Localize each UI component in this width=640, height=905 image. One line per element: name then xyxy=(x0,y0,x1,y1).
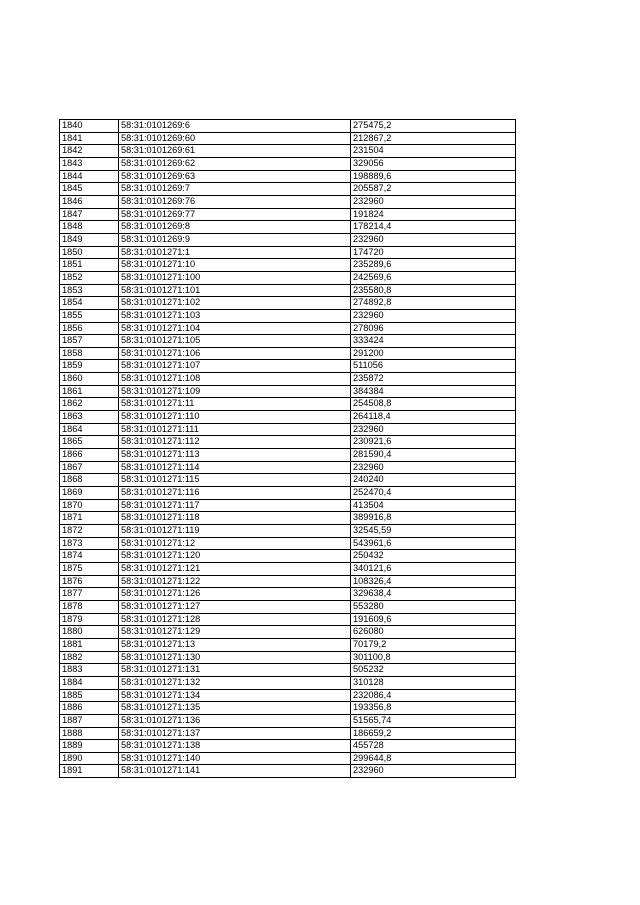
cadastral-value-cell: 108326,4 xyxy=(351,575,516,588)
table-body xyxy=(60,120,516,778)
cadastral-number-cell: 58:31:0101271:111 xyxy=(119,423,351,436)
row-number-cell: 1879 xyxy=(60,613,119,626)
cadastral-number-cell: 58:31:0101271:121 xyxy=(119,562,351,575)
cadastral-value-cell: 278096 xyxy=(351,322,516,335)
row-number-cell: 1858 xyxy=(60,347,119,360)
cadastral-value-cell: 543961,6 xyxy=(351,537,516,550)
row-number-cell: 1886 xyxy=(60,702,119,715)
table-row xyxy=(60,499,516,512)
cadastral-number-cell: 58:31:0101271:10 xyxy=(119,259,351,272)
cadastral-number-cell: 58:31:0101269:9 xyxy=(119,233,351,246)
cadastral-value-cell: 301100,8 xyxy=(351,651,516,664)
table-row xyxy=(60,195,516,208)
cadastral-number-cell: 58:31:0101269:63 xyxy=(119,170,351,183)
row-number-cell: 1868 xyxy=(60,474,119,487)
row-number-cell: 1875 xyxy=(60,562,119,575)
cadastral-value-cell: 231504 xyxy=(351,145,516,158)
table-row xyxy=(60,411,516,424)
table-row xyxy=(60,449,516,462)
row-number-cell: 1859 xyxy=(60,360,119,373)
cadastral-number-cell: 58:31:0101271:134 xyxy=(119,689,351,702)
row-number-cell: 1870 xyxy=(60,499,119,512)
cadastral-number-cell: 58:31:0101271:104 xyxy=(119,322,351,335)
cadastral-number-cell: 58:31:0101271:115 xyxy=(119,474,351,487)
cadastral-value-cell: 333424 xyxy=(351,335,516,348)
cadastral-number-cell: 58:31:0101271:102 xyxy=(119,297,351,310)
row-number-cell: 1844 xyxy=(60,170,119,183)
table-row xyxy=(60,259,516,272)
table-row xyxy=(60,335,516,348)
table-row xyxy=(60,120,516,133)
cadastral-value-cell: 186659,2 xyxy=(351,727,516,740)
cadastral-number-cell: 58:31:0101271:119 xyxy=(119,525,351,538)
table-row xyxy=(60,132,516,145)
cadastral-value-cell: 413504 xyxy=(351,499,516,512)
cadastral-number-cell: 58:31:0101271:130 xyxy=(119,651,351,664)
table-row xyxy=(60,664,516,677)
table-row xyxy=(60,714,516,727)
table-row xyxy=(60,246,516,259)
cadastral-value-cell: 232960 xyxy=(351,765,516,778)
cadastral-number-cell: 58:31:0101271:118 xyxy=(119,512,351,525)
row-number-cell: 1867 xyxy=(60,461,119,474)
row-number-cell: 1876 xyxy=(60,575,119,588)
table-row xyxy=(60,385,516,398)
cadastral-number-cell: 58:31:0101271:109 xyxy=(119,385,351,398)
row-number-cell: 1850 xyxy=(60,246,119,259)
cadastral-number-cell: 58:31:0101271:1 xyxy=(119,246,351,259)
row-number-cell: 1880 xyxy=(60,626,119,639)
cadastral-number-cell: 58:31:0101269:8 xyxy=(119,221,351,234)
cadastral-value-cell: 191609,6 xyxy=(351,613,516,626)
row-number-cell: 1856 xyxy=(60,322,119,335)
table-row xyxy=(60,322,516,335)
row-number-cell: 1861 xyxy=(60,385,119,398)
cadastral-number-cell: 58:31:0101271:122 xyxy=(119,575,351,588)
cadastral-value-cell: 51565,74 xyxy=(351,714,516,727)
cadastral-number-cell: 58:31:0101271:12 xyxy=(119,537,351,550)
cadastral-number-cell: 58:31:0101269:61 xyxy=(119,145,351,158)
cadastral-number-cell: 58:31:0101271:113 xyxy=(119,449,351,462)
cadastral-number-cell: 58:31:0101269:7 xyxy=(119,183,351,196)
table-row xyxy=(60,309,516,322)
cadastral-value-table-section xyxy=(59,119,515,778)
cadastral-number-cell: 58:31:0101271:103 xyxy=(119,309,351,322)
cadastral-number-cell: 58:31:0101269:77 xyxy=(119,208,351,221)
cadastral-number-cell: 58:31:0101271:129 xyxy=(119,626,351,639)
cadastral-value-cell: 511056 xyxy=(351,360,516,373)
cadastral-number-cell: 58:31:0101271:105 xyxy=(119,335,351,348)
row-number-cell: 1889 xyxy=(60,740,119,753)
row-number-cell: 1852 xyxy=(60,271,119,284)
cadastral-value-cell: 384384 xyxy=(351,385,516,398)
cadastral-value-cell: 254508,8 xyxy=(351,398,516,411)
cadastral-number-cell: 58:31:0101271:110 xyxy=(119,411,351,424)
cadastral-number-cell: 58:31:0101271:138 xyxy=(119,740,351,753)
cadastral-value-cell: 250432 xyxy=(351,550,516,563)
cadastral-value-cell: 340121,6 xyxy=(351,562,516,575)
cadastral-value-table xyxy=(59,119,516,778)
table-row xyxy=(60,600,516,613)
cadastral-value-cell: 264118,4 xyxy=(351,411,516,424)
row-number-cell: 1883 xyxy=(60,664,119,677)
cadastral-number-cell: 58:31:0101269:6 xyxy=(119,120,351,133)
cadastral-number-cell: 58:31:0101271:120 xyxy=(119,550,351,563)
cadastral-number-cell: 58:31:0101271:137 xyxy=(119,727,351,740)
cadastral-value-cell: 32545,59 xyxy=(351,525,516,538)
cadastral-number-cell: 58:31:0101271:106 xyxy=(119,347,351,360)
table-row xyxy=(60,461,516,474)
cadastral-value-cell: 329056 xyxy=(351,157,516,170)
cadastral-value-cell: 505232 xyxy=(351,664,516,677)
table-row xyxy=(60,740,516,753)
table-row xyxy=(60,588,516,601)
table-row xyxy=(60,398,516,411)
row-number-cell: 1869 xyxy=(60,487,119,500)
table-row xyxy=(60,575,516,588)
table-row xyxy=(60,487,516,500)
table-row xyxy=(60,183,516,196)
row-number-cell: 1845 xyxy=(60,183,119,196)
table-row xyxy=(60,550,516,563)
table-row xyxy=(60,626,516,639)
table-row xyxy=(60,360,516,373)
table-row xyxy=(60,613,516,626)
row-number-cell: 1881 xyxy=(60,638,119,651)
cadastral-number-cell: 58:31:0101269:62 xyxy=(119,157,351,170)
cadastral-number-cell: 58:31:0101271:126 xyxy=(119,588,351,601)
cadastral-value-cell: 232086,4 xyxy=(351,689,516,702)
row-number-cell: 1864 xyxy=(60,423,119,436)
row-number-cell: 1873 xyxy=(60,537,119,550)
cadastral-value-cell: 329638,4 xyxy=(351,588,516,601)
row-number-cell: 1846 xyxy=(60,195,119,208)
row-number-cell: 1847 xyxy=(60,208,119,221)
cadastral-number-cell: 58:31:0101271:101 xyxy=(119,284,351,297)
cadastral-value-cell: 553280 xyxy=(351,600,516,613)
cadastral-number-cell: 58:31:0101271:116 xyxy=(119,487,351,500)
table-row xyxy=(60,284,516,297)
cadastral-value-cell: 235580,8 xyxy=(351,284,516,297)
cadastral-number-cell: 58:31:0101271:117 xyxy=(119,499,351,512)
cadastral-value-cell: 274892,8 xyxy=(351,297,516,310)
cadastral-value-cell: 230921,6 xyxy=(351,436,516,449)
cadastral-value-cell: 232960 xyxy=(351,423,516,436)
cadastral-value-cell: 205587,2 xyxy=(351,183,516,196)
row-number-cell: 1863 xyxy=(60,411,119,424)
cadastral-number-cell: 58:31:0101271:100 xyxy=(119,271,351,284)
cadastral-number-cell: 58:31:0101271:141 xyxy=(119,765,351,778)
cadastral-number-cell: 58:31:0101271:107 xyxy=(119,360,351,373)
row-number-cell: 1843 xyxy=(60,157,119,170)
row-number-cell: 1877 xyxy=(60,588,119,601)
table-row xyxy=(60,525,516,538)
table-row xyxy=(60,752,516,765)
cadastral-value-cell: 178214,4 xyxy=(351,221,516,234)
cadastral-value-cell: 235289,6 xyxy=(351,259,516,272)
cadastral-number-cell: 58:31:0101271:11 xyxy=(119,398,351,411)
row-number-cell: 1878 xyxy=(60,600,119,613)
table-row xyxy=(60,727,516,740)
cadastral-value-cell: 70179,2 xyxy=(351,638,516,651)
row-number-cell: 1866 xyxy=(60,449,119,462)
table-row xyxy=(60,512,516,525)
cadastral-number-cell: 58:31:0101271:140 xyxy=(119,752,351,765)
table-row xyxy=(60,436,516,449)
table-row xyxy=(60,651,516,664)
table-row xyxy=(60,170,516,183)
row-number-cell: 1862 xyxy=(60,398,119,411)
table-row xyxy=(60,562,516,575)
table-row xyxy=(60,157,516,170)
cadastral-value-cell: 198889,6 xyxy=(351,170,516,183)
cadastral-value-cell: 212867,2 xyxy=(351,132,516,145)
row-number-cell: 1885 xyxy=(60,689,119,702)
cadastral-value-cell: 281590,4 xyxy=(351,449,516,462)
row-number-cell: 1851 xyxy=(60,259,119,272)
cadastral-value-cell: 389916,8 xyxy=(351,512,516,525)
cadastral-value-cell: 455728 xyxy=(351,740,516,753)
cadastral-number-cell: 58:31:0101271:128 xyxy=(119,613,351,626)
table-row xyxy=(60,271,516,284)
cadastral-number-cell: 58:31:0101271:136 xyxy=(119,714,351,727)
row-number-cell: 1865 xyxy=(60,436,119,449)
table-row xyxy=(60,233,516,246)
cadastral-number-cell: 58:31:0101271:132 xyxy=(119,676,351,689)
row-number-cell: 1884 xyxy=(60,676,119,689)
row-number-cell: 1888 xyxy=(60,727,119,740)
cadastral-number-cell: 58:31:0101271:108 xyxy=(119,373,351,386)
table-row xyxy=(60,347,516,360)
cadastral-number-cell: 58:31:0101271:135 xyxy=(119,702,351,715)
row-number-cell: 1891 xyxy=(60,765,119,778)
row-number-cell: 1842 xyxy=(60,145,119,158)
cadastral-value-cell: 232960 xyxy=(351,233,516,246)
row-number-cell: 1854 xyxy=(60,297,119,310)
table-row xyxy=(60,689,516,702)
table-row xyxy=(60,221,516,234)
cadastral-value-cell: 191824 xyxy=(351,208,516,221)
cadastral-number-cell: 58:31:0101271:127 xyxy=(119,600,351,613)
table-row xyxy=(60,297,516,310)
cadastral-value-cell: 310128 xyxy=(351,676,516,689)
cadastral-value-cell: 232960 xyxy=(351,309,516,322)
row-number-cell: 1848 xyxy=(60,221,119,234)
row-number-cell: 1872 xyxy=(60,525,119,538)
row-number-cell: 1860 xyxy=(60,373,119,386)
row-number-cell: 1853 xyxy=(60,284,119,297)
cadastral-value-cell: 252470,4 xyxy=(351,487,516,500)
cadastral-value-cell: 299644,8 xyxy=(351,752,516,765)
table-row xyxy=(60,537,516,550)
row-number-cell: 1849 xyxy=(60,233,119,246)
cadastral-value-cell: 235872 xyxy=(351,373,516,386)
cadastral-value-cell: 174720 xyxy=(351,246,516,259)
cadastral-value-cell: 275475,2 xyxy=(351,120,516,133)
cadastral-number-cell: 58:31:0101269:76 xyxy=(119,195,351,208)
table-row xyxy=(60,423,516,436)
row-number-cell: 1871 xyxy=(60,512,119,525)
cadastral-value-cell: 242569,6 xyxy=(351,271,516,284)
row-number-cell: 1890 xyxy=(60,752,119,765)
row-number-cell: 1882 xyxy=(60,651,119,664)
cadastral-number-cell: 58:31:0101271:13 xyxy=(119,638,351,651)
cadastral-value-cell: 291200 xyxy=(351,347,516,360)
cadastral-value-cell: 232960 xyxy=(351,461,516,474)
cadastral-value-cell: 193356,8 xyxy=(351,702,516,715)
table-row xyxy=(60,373,516,386)
cadastral-value-cell: 240240 xyxy=(351,474,516,487)
table-row xyxy=(60,638,516,651)
cadastral-number-cell: 58:31:0101271:112 xyxy=(119,436,351,449)
table-row xyxy=(60,208,516,221)
cadastral-number-cell: 58:31:0101269:60 xyxy=(119,132,351,145)
row-number-cell: 1874 xyxy=(60,550,119,563)
cadastral-number-cell: 58:31:0101271:114 xyxy=(119,461,351,474)
table-row xyxy=(60,702,516,715)
cadastral-value-cell: 232960 xyxy=(351,195,516,208)
table-row xyxy=(60,765,516,778)
row-number-cell: 1840 xyxy=(60,120,119,133)
row-number-cell: 1887 xyxy=(60,714,119,727)
row-number-cell: 1841 xyxy=(60,132,119,145)
table-row xyxy=(60,145,516,158)
cadastral-number-cell: 58:31:0101271:131 xyxy=(119,664,351,677)
cadastral-value-cell: 626080 xyxy=(351,626,516,639)
row-number-cell: 1857 xyxy=(60,335,119,348)
table-row xyxy=(60,676,516,689)
table-row xyxy=(60,474,516,487)
row-number-cell: 1855 xyxy=(60,309,119,322)
